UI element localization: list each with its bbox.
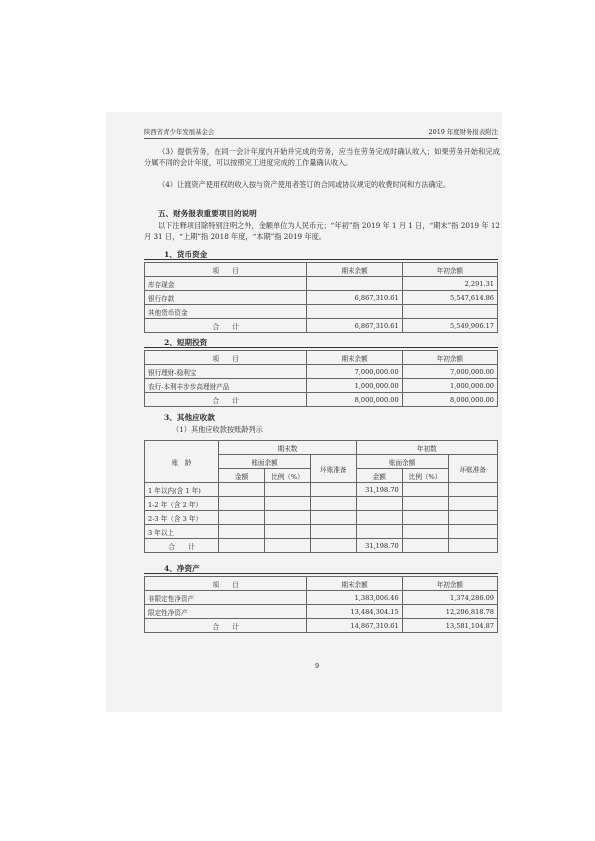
col-header-end: 期末余额 <box>307 577 402 591</box>
col-header-bad-debt-begin: 坏账准备 <box>448 455 497 483</box>
cell-end-amount <box>219 511 265 525</box>
cell-end: 13,484,304.15 <box>307 605 402 619</box>
table-header-row <box>145 351 498 365</box>
paragraph-usage-revenue: （4）让渡资产使用权的收入按与资产使用者签订的合同或协议规定的收费时间和方法确定。 <box>158 180 451 189</box>
cell-begin-bad-debt <box>448 525 497 539</box>
cell-begin: 12,206,818.78 <box>402 605 497 619</box>
table-row <box>145 483 498 497</box>
cell-begin: 1,000,000.00 <box>402 379 497 393</box>
cell-begin-amount: 31,198.70 <box>356 483 402 497</box>
cell-begin-bad-debt <box>448 483 497 497</box>
cell-total-end: 6,867,310.61 <box>307 319 402 333</box>
col-header-end-period: 期末数 <box>219 441 357 455</box>
cell-end-bad-debt <box>310 511 356 525</box>
cell-end-bad-debt <box>310 483 356 497</box>
cell-total-begin-ratio <box>402 539 448 553</box>
short-invest-title: 2、短期投资 <box>164 338 208 347</box>
cell-age: 2-3 年（含 3 年） <box>145 511 219 525</box>
page-header <box>144 127 498 139</box>
cell-begin-ratio <box>402 483 448 497</box>
other-recv-table <box>144 440 498 553</box>
cell-begin: 2,291.31 <box>402 277 497 291</box>
cell-end: 1,383,006.46 <box>307 591 402 605</box>
cash-title-rule <box>144 259 498 260</box>
cell-begin-bad-debt <box>448 497 497 511</box>
col-header-book-balance-end: 账面余额 <box>219 455 311 469</box>
cell-end-bad-debt <box>310 525 356 539</box>
cell-item: 银行理财-稳利宝 <box>145 365 307 379</box>
table-row <box>145 591 498 605</box>
net-assets-title-rule <box>144 573 498 574</box>
table-total-row <box>145 539 498 553</box>
table-row <box>145 497 498 511</box>
cell-total-end: 8,000,000.00 <box>307 393 402 407</box>
cell-begin-ratio <box>402 511 448 525</box>
cell-begin-amount <box>356 525 402 539</box>
cell-item: 农行-本利丰步步高理财产品 <box>145 379 307 393</box>
cell-age: 1-2 年（含 2 年） <box>145 497 219 511</box>
cell-begin-amount <box>356 511 402 525</box>
cell-item: 其他货币资金 <box>145 305 307 319</box>
cell-item: 库存现金 <box>145 277 307 291</box>
cell-item: 银行存款 <box>145 291 307 305</box>
cell-begin-amount <box>356 497 402 511</box>
cell-age: 1 年以内(含 1 年) <box>145 483 219 497</box>
cell-begin-ratio <box>402 497 448 511</box>
other-recv-subtitle: （1）其他应收款按账龄列示 <box>172 425 263 434</box>
table-total-row <box>145 319 498 333</box>
col-header-begin-period: 年初数 <box>356 441 497 455</box>
short-invest-table <box>144 350 498 407</box>
cell-begin: 1,374,286.09 <box>402 591 497 605</box>
table-header-row <box>145 577 498 591</box>
col-header-age: 账 龄 <box>145 441 219 483</box>
cell-end-ratio <box>265 511 311 525</box>
table-row <box>145 305 498 319</box>
col-header-begin: 年初余额 <box>402 577 497 591</box>
section5-title: 五、财务报表重要项目的说明 <box>158 209 257 218</box>
cell-end-amount <box>219 525 265 539</box>
col-header-amount-end: 金额 <box>219 469 265 483</box>
col-header-bad-debt-end: 坏账准备 <box>310 455 356 483</box>
cell-total-begin: 13,581,104.87 <box>402 619 497 633</box>
cell-begin: 5,547,614.86 <box>402 291 497 305</box>
col-header-ratio-end: 比例（%） <box>265 469 311 483</box>
col-header-amount-begin: 金额 <box>356 469 402 483</box>
net-assets-table <box>144 576 498 633</box>
col-header-item: 项 目 <box>145 351 307 365</box>
short-invest-title-rule <box>144 347 498 348</box>
table-row <box>145 511 498 525</box>
table-total-row <box>145 393 498 407</box>
cell-total-end: 14,867,310.61 <box>307 619 402 633</box>
cell-total-end-bad-debt <box>310 539 356 553</box>
table-header-row <box>145 441 498 455</box>
cell-total-label: 合 计 <box>145 619 307 633</box>
col-header-end: 期末余额 <box>307 351 402 365</box>
cell-begin: 7,000,000.00 <box>402 365 497 379</box>
page-number: 9 <box>315 662 320 670</box>
cell-total-end-ratio <box>265 539 311 553</box>
header-report-title: 2019 年度财务报表附注 <box>428 128 498 136</box>
cell-end: 1,000,000.00 <box>307 379 402 393</box>
cell-total-label: 合 计 <box>145 539 219 553</box>
net-assets-title: 4、净资产 <box>164 564 200 573</box>
col-header-begin: 年初余额 <box>402 351 497 365</box>
cell-end: 6,867,310.61 <box>307 291 402 305</box>
section5-note: 以下注释项目除特别注明之外，金额单位为人民币元；“年初”指 2019 年 1 月 1 日，“期末”指 2019 年 12 月 31 日，“上期”指 2018 年度，“本期”指 2019 年度。 <box>144 221 500 241</box>
cell-item: 非限定性净资产 <box>145 591 307 605</box>
cell-end-bad-debt <box>310 497 356 511</box>
table-row <box>145 525 498 539</box>
cell-age: 3 年以上 <box>145 525 219 539</box>
cell-end <box>307 277 402 291</box>
cell-end-amount <box>219 497 265 511</box>
col-header-item: 项 目 <box>145 263 307 277</box>
cell-total-begin-amount: 31,198.70 <box>356 539 402 553</box>
table-row <box>145 379 498 393</box>
cell-total-begin-bad-debt <box>448 539 497 553</box>
table-row <box>145 365 498 379</box>
table-header-row <box>145 263 498 277</box>
cell-end <box>307 305 402 319</box>
cell-total-end-amount <box>219 539 265 553</box>
other-recv-title: 3、其他应收款 <box>164 413 215 422</box>
cash-title: 1、货币资金 <box>164 250 208 259</box>
paragraph-service-revenue: （3）提供劳务，在同一会计年度内开始并完成的劳务，应当在劳务完成时确认收入；如果劳务开始和完成分属不同的会计年度，可以按照完工进度完成的工作量确认收入。 <box>144 147 500 167</box>
table-row <box>145 277 498 291</box>
table-row <box>145 605 498 619</box>
col-header-item: 项 目 <box>145 577 307 591</box>
table-total-row <box>145 619 498 633</box>
cell-begin <box>402 305 497 319</box>
col-header-book-balance-begin: 账面余额 <box>356 455 448 469</box>
cell-item: 限定性净资产 <box>145 605 307 619</box>
col-header-end: 期末余额 <box>307 263 402 277</box>
cell-end-ratio <box>265 525 311 539</box>
col-header-ratio-begin: 比例（%） <box>402 469 448 483</box>
cell-end-ratio <box>265 483 311 497</box>
cell-total-begin: 5,549,906.17 <box>402 319 497 333</box>
cell-end-ratio <box>265 497 311 511</box>
cell-total-begin: 8,000,000.00 <box>402 393 497 407</box>
cell-total-label: 合 计 <box>145 393 307 407</box>
table-row <box>145 291 498 305</box>
cell-end-amount <box>219 483 265 497</box>
cell-begin-ratio <box>402 525 448 539</box>
col-header-begin: 年初余额 <box>402 263 497 277</box>
header-org: 陕西省青少年发展基金会 <box>144 128 215 136</box>
cell-end: 7,000,000.00 <box>307 365 402 379</box>
cell-total-label: 合 计 <box>145 319 307 333</box>
cash-table <box>144 262 498 333</box>
cell-begin-bad-debt <box>448 511 497 525</box>
